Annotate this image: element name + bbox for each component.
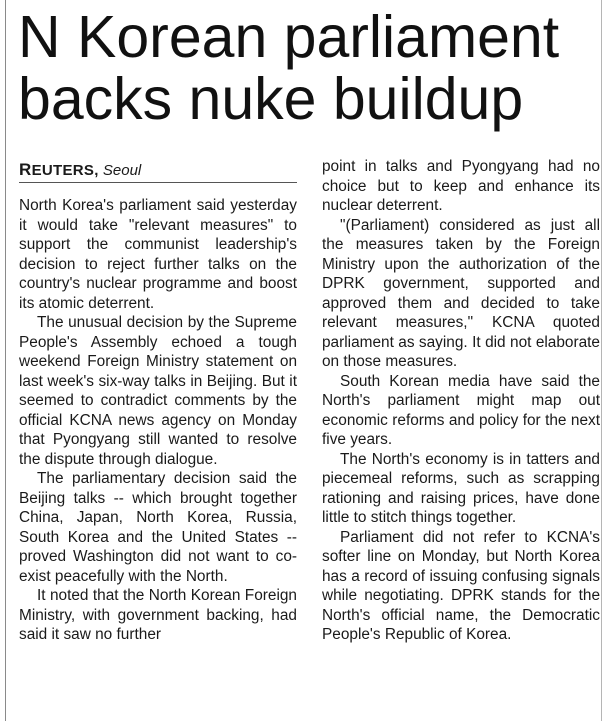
byline-agency	[19, 162, 99, 179]
article-paragraph: Parliament did not refer to KCNA's softer line on Monday, but North Korea has a record of issuing confusing signals while negotiating. DPRK stands for the North's official name, the Democratic People's Republic of Korea.	[322, 528, 600, 643]
headline-line-1: N Korean parliament	[18, 4, 560, 70]
article-column-2	[322, 157, 600, 645]
left-column-rule	[5, 0, 6, 721]
byline	[19, 160, 141, 181]
article-column-1	[19, 196, 297, 645]
byline-city: Seoul	[102, 162, 142, 179]
byline-agency-rest: EUTERS,	[31, 162, 99, 179]
article-paragraph: The North's economy is in tatters and piecemeal reforms, such as scrapping rationing and raising prices, have done little to stitch things together.	[322, 450, 600, 526]
article-paragraph: "(Parliament) considered as just all the measures taken by the Foreign Ministry upon the authorization of the DPRK government, supported and approved them and decided to take relevant measures," KCNA quoted parliament as saying. It did not elaborate on those measures.	[322, 216, 600, 370]
article-paragraph: It noted that the North Korean Foreign Ministry, with government backing, had said it saw no further	[19, 587, 297, 643]
article-paragraph: The parliamentary decision said the Beijing talks -- which brought together China, Japan, North Korea, Russia, South Korea and the United States -- proved Washington did not want to co-exist peacefully with the North.	[19, 470, 297, 585]
article-paragraph: The unusual decision by the Supreme People's Assembly echoed a tough weekend Foreign Ministry statement on last week's six-way talks in Beijing. But it seemed to contradict comments by the official KCNA news agency on Monday that Pyongyang still wanted to resolve the dispute through dialogue.	[19, 314, 297, 468]
byline-agency-initial: R	[19, 160, 32, 179]
article-paragraph: South Korean media have said the North's parliament might map out economic reforms and policy for the next five years.	[322, 372, 600, 448]
article-paragraph: point in talks and Pyongyang had no choice but to keep and enhance its nuclear deterrent.	[322, 158, 600, 214]
headline-line-2: backs nuke buildup	[18, 66, 524, 132]
byline-rule	[19, 182, 297, 183]
article-paragraph: North Korea's parliament said yesterday it would take "relevant measures" to support the communist leadership's decision to reject further talks on the country's nuclear programme and boost its atomic deterrent.	[19, 197, 297, 312]
headline	[18, 6, 603, 130]
